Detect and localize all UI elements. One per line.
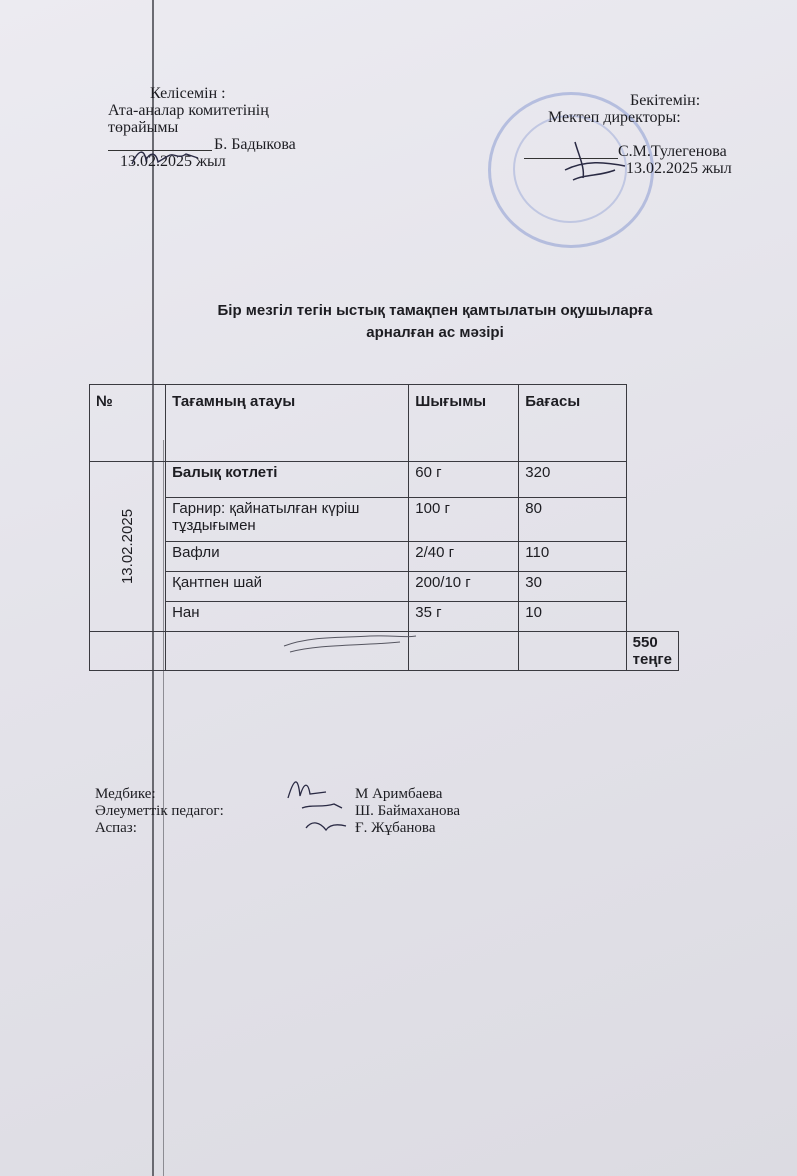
dish-name: Гарнир: қайнатылған күріш тұздығымен [166,498,409,542]
menu-date: 13.02.2025 [119,508,137,585]
title-line-1: Бір мезгіл тегін ыстық тамақпен қамтылатын оқушыларға [217,302,653,319]
total-empty-cell [409,632,519,671]
header-price: Бағасы [519,385,626,462]
dish-price: 30 [519,572,626,602]
total-empty-cell [519,632,626,671]
signature-right [555,140,635,190]
footer-name: Ғ. Жұбанова [355,820,436,836]
dish-yield: 35 г [409,602,519,632]
dish-yield: 60 г [409,462,519,498]
document-title [130,300,740,344]
menu-table [89,384,679,671]
approval-right-position: Мектеп директоры: [548,109,681,126]
footer-name: М Аримбаева [355,786,443,802]
dish-yield: 2/40 г [409,542,519,572]
approval-right-signer: С.М.Тулегенова [618,143,727,160]
footer-role: Әлеуметтік педагог: [95,803,224,819]
table-row [90,498,679,542]
signature-footer [282,768,362,846]
dish-name: Вафли [166,542,409,572]
approval-left-date: 13.02.2025 жыл [120,153,226,170]
dish-name: Балық котлеті [166,462,409,498]
footer-name: Ш. Баймаханова [355,803,461,819]
approval-right-date: 13.02.2025 жыл [626,160,732,177]
table-row [90,542,679,572]
dish-yield: 100 г [409,498,519,542]
scribble-mark [280,630,420,660]
dish-name: Нан [166,602,409,632]
table-header-row [90,385,679,462]
dish-name: Қантпен шай [166,572,409,602]
table-row [90,572,679,602]
header-dish-name: Тағамның атауы [166,385,409,462]
approval-left-committee: Ата-аналар комитетінің [108,102,269,119]
dish-price: 80 [519,498,626,542]
dish-yield: 200/10 г [409,572,519,602]
approval-right-heading: Бекітемін: [630,92,701,109]
footer-role: Медбике: [95,786,156,802]
header-number: № [90,385,166,462]
total-empty-cell [90,632,166,671]
approval-left-heading: Келісемін : [150,85,226,102]
dish-price: 110 [519,542,626,572]
approval-left-position: төрайымы [108,119,179,136]
title-line-2: арналған ас мәзірі [366,324,504,341]
table-row [90,602,679,632]
signature-left [128,146,203,171]
header-yield: Шығымы [409,385,519,462]
approval-left-signer: Б. Бадыкова [214,136,296,153]
date-cell [90,462,166,632]
total-price: 550 теңге [626,632,678,671]
footer-role: Аспаз: [95,820,137,836]
dish-price: 320 [519,462,626,498]
dish-price: 10 [519,602,626,632]
table-row [90,462,679,498]
